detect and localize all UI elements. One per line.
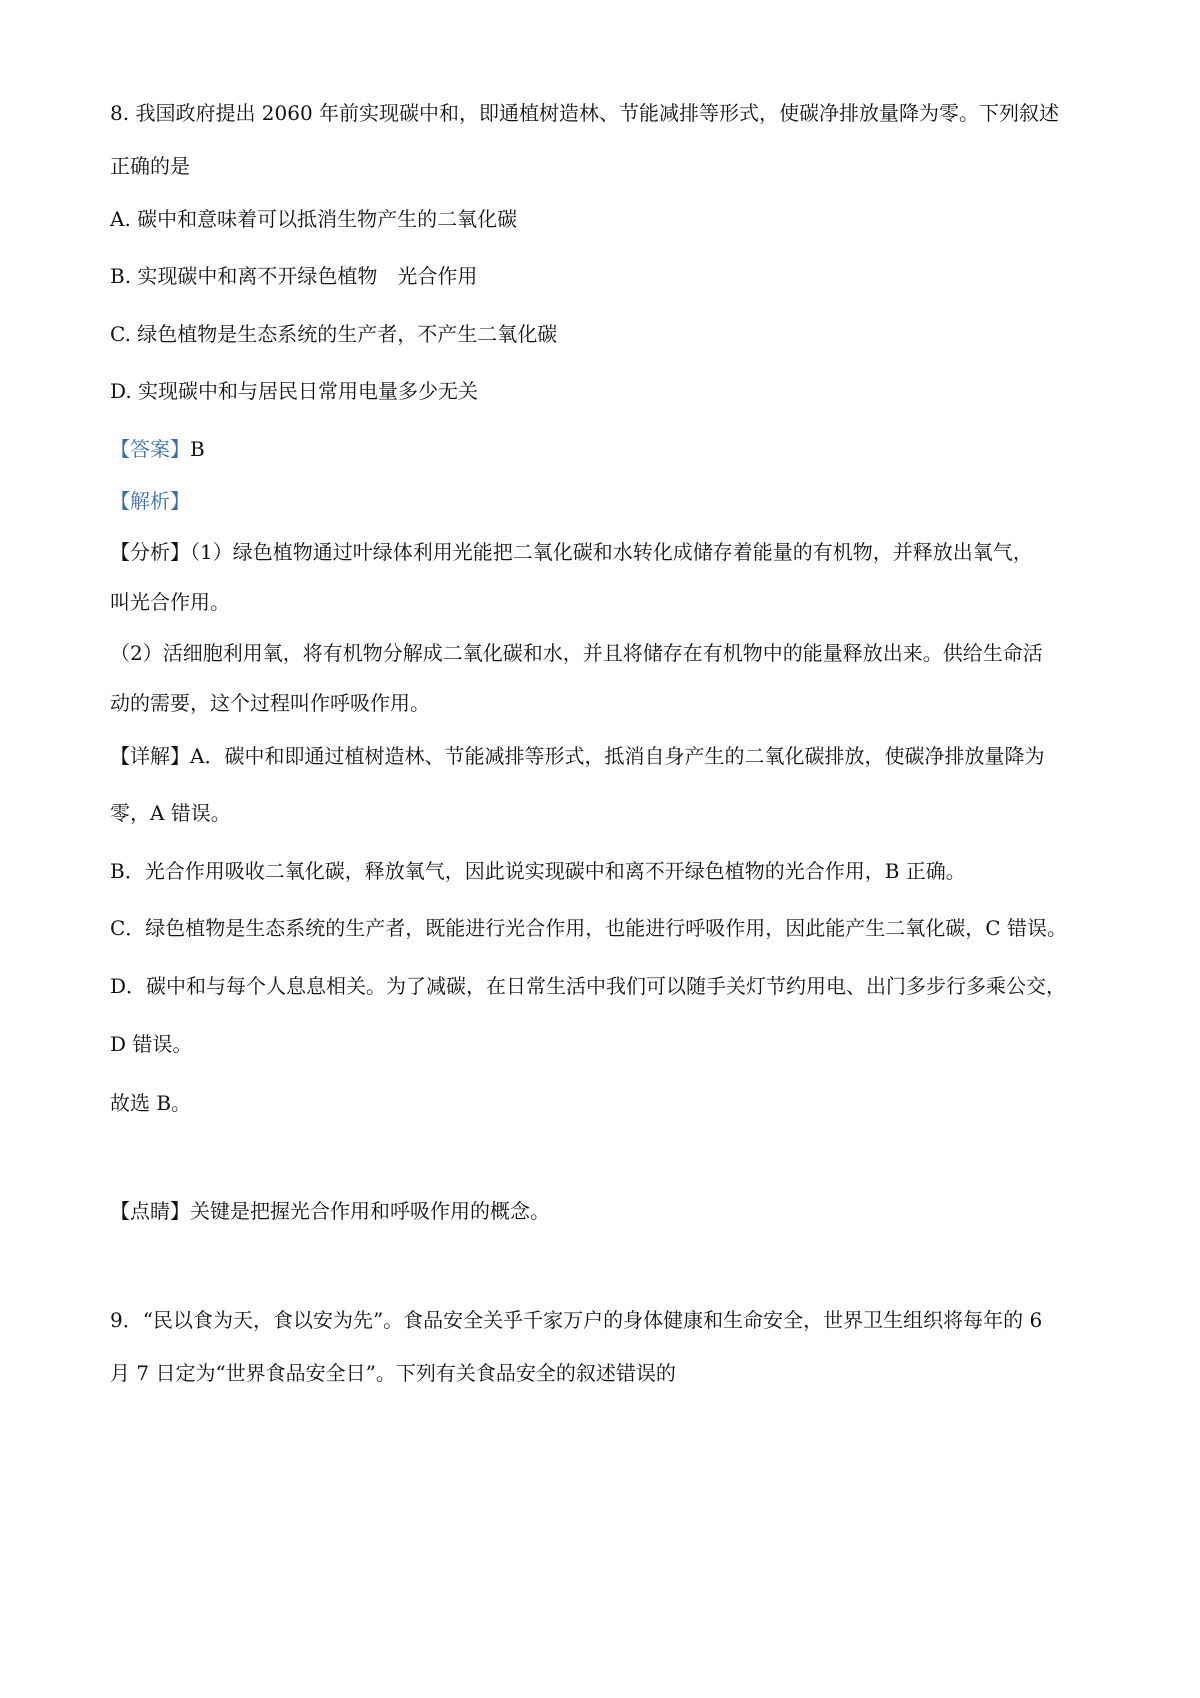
q8-point: 【点睛】关键是把握光合作用和呼吸作用的概念。 bbox=[110, 1199, 550, 1223]
answer-tag: 【答案】 bbox=[110, 437, 190, 461]
q8-detail-line-5: D．碳中和与每个人息息相关。为了减碳，在日常生活中我们可以随手关灯节约用电、出门多步行多乘公交， bbox=[110, 974, 1067, 998]
q9-stem-line-2: 月 7 日定为“世界食品安全日”。下列有关食品安全的叙述错误的 bbox=[110, 1361, 676, 1385]
q8-analysis-line-3: （2）活细胞利用氧，将有机物分解成二氧化碳和水，并且将储存在有机物中的能量释放出来。供给生命活 bbox=[110, 641, 1043, 665]
q8-detail-line-3: B．光合作用吸收二氧化碳，释放氧气，因此说实现碳中和离不开绿色植物的光合作用，B 正确。 bbox=[110, 859, 966, 883]
q8-option-a: A. 碳中和意味着可以抵消生物产生的二氧化碳 bbox=[110, 207, 518, 231]
q8-analysis-line-1: 【分析】（1）绿色植物通过叶绿体利用光能把二氧化碳和水转化成储存着能量的有机物，并释放出氧气， bbox=[110, 540, 1033, 564]
q8-detail-line-1: 【详解】A．碳中和即通过植树造林、节能减排等形式，抵消自身产生的二氧化碳排放，使碳净排放量降为 bbox=[110, 744, 1045, 768]
q8-analysis-tag: 【解析】 bbox=[110, 489, 190, 513]
q8-analysis-line-4: 动的需要，这个过程叫作呼吸作用。 bbox=[110, 691, 430, 715]
q8-conclusion: 故选 B。 bbox=[110, 1091, 192, 1115]
q8-option-c: C. 绿色植物是生态系统的生产者，不产生二氧化碳 bbox=[110, 322, 558, 346]
q8-stem-line-1: 8. 我国政府提出 2060 年前实现碳中和，即通植树造林、节能减排等形式，使碳净排放量降为零。下列叙述 bbox=[110, 101, 1060, 125]
q8-answer bbox=[110, 436, 205, 462]
q8-detail-line-2: 零，A 错误。 bbox=[110, 801, 231, 825]
q8-option-d: D. 实现碳中和与居民日常用电量多少无关 bbox=[110, 379, 479, 403]
q8-detail-line-4: C．绿色植物是生态系统的生产者，既能进行光合作用，也能进行呼吸作用，因此能产生二氧化碳，C 错误。 bbox=[110, 916, 1067, 940]
q9-stem-line-1: 9．“民以食为天，食以安为先”。食品安全关乎千家万户的身体健康和生命安全，世界卫生组织将每年的 6 bbox=[110, 1308, 1043, 1332]
q8-stem-line-2: 正确的是 bbox=[110, 154, 190, 178]
q8-analysis-line-2: 叫光合作用。 bbox=[110, 590, 230, 614]
answer-value: B bbox=[190, 437, 205, 461]
q8-option-b: B. 实现碳中和离不开绿色植物 光合作用 bbox=[110, 264, 478, 288]
q8-detail-line-6: D 错误。 bbox=[110, 1032, 193, 1056]
